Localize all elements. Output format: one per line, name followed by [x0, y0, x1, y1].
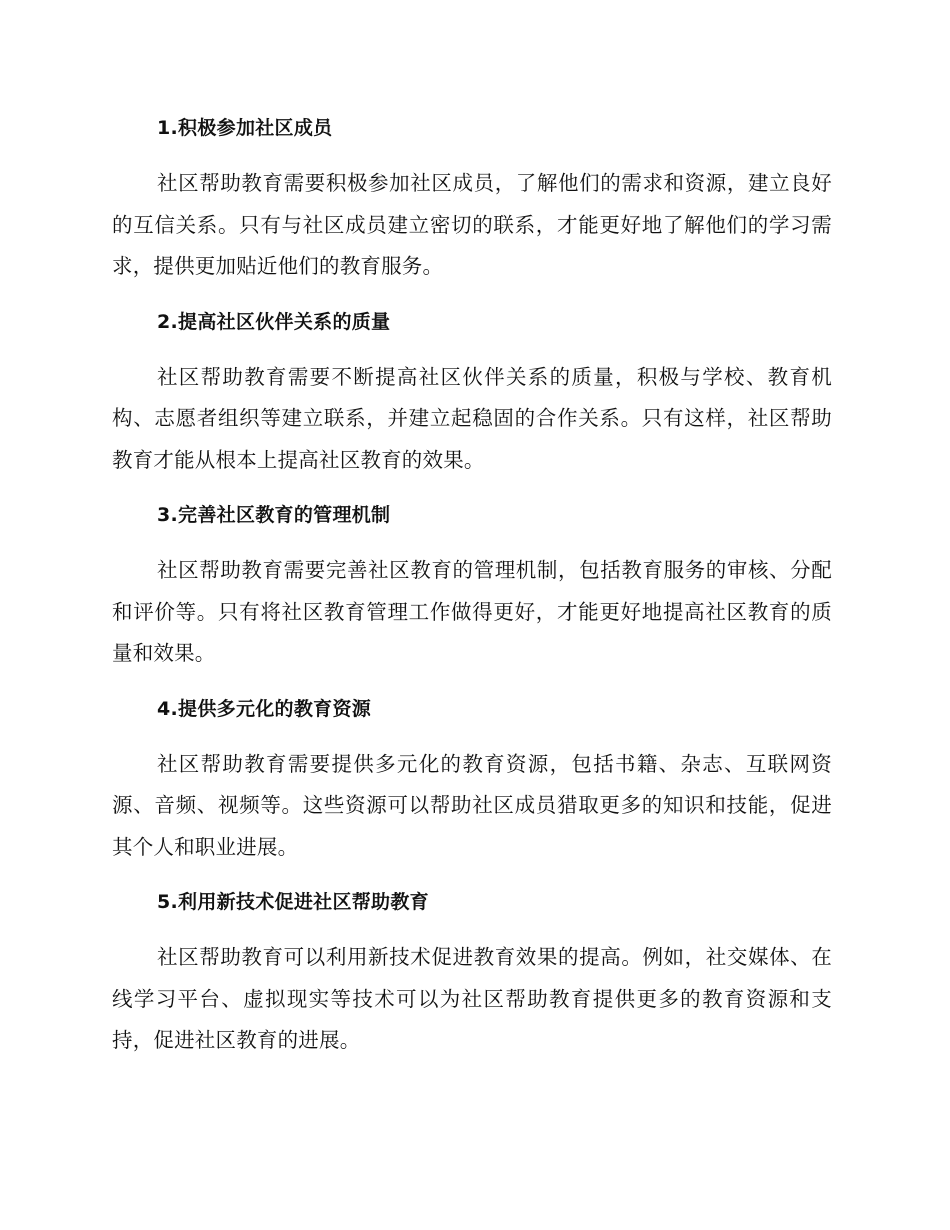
section-heading: 2.提高社区伙伴关系的质量: [157, 310, 391, 333]
section-1: [112, 108, 832, 288]
section-4: [112, 689, 832, 869]
section-paragraph: 社区帮助教育需要提供多元化的教育资源，包括书籍、杂志、互联网资源、音频、视频等。这些资源可以帮助社区成员猎取更多的知识和技能，促进其个人和职业进展。: [112, 751, 832, 859]
section-heading: 4.提供多元化的教育资源: [157, 697, 372, 720]
section-2: [112, 302, 832, 482]
section-5: [112, 882, 832, 1062]
document-body: [112, 108, 832, 1076]
section-paragraph: 社区帮助教育可以利用新技术促进教育效果的提高。例如，社交媒体、在线学习平台、虚拟现实等技术可以为社区帮助教育提供更多的教育资源和支持，促进社区教育的进展。: [112, 945, 832, 1052]
section-paragraph: 社区帮助教育需要积极参加社区成员，了解他们的需求和资源，建立良好的互信关系。只有与社区成员建立密切的联系，才能更好地了解他们的学习需求，提供更加贴近他们的教育服务。: [112, 171, 832, 278]
section-paragraph: 社区帮助教育需要完善社区教育的管理机制，包括教育服务的审核、分配和评价等。只有将社区教育管理工作做得更好，才能更好地提高社区教育的质量和效果。: [112, 558, 832, 665]
section-heading: 1.积极参加社区成员: [157, 117, 333, 139]
section-heading: 5.利用新技术促进社区帮助教育: [157, 891, 429, 913]
section-3: [112, 495, 832, 675]
section-paragraph: 社区帮助教育需要不断提高社区伙伴关系的质量，积极与学校、教育机构、志愿者组织等建立联系，并建立起稳固的合作关系。只有这样，社区帮助教育才能从根本上提高社区教育的效果。: [112, 364, 832, 472]
section-heading: 3.完善社区教育的管理机制: [157, 504, 391, 526]
